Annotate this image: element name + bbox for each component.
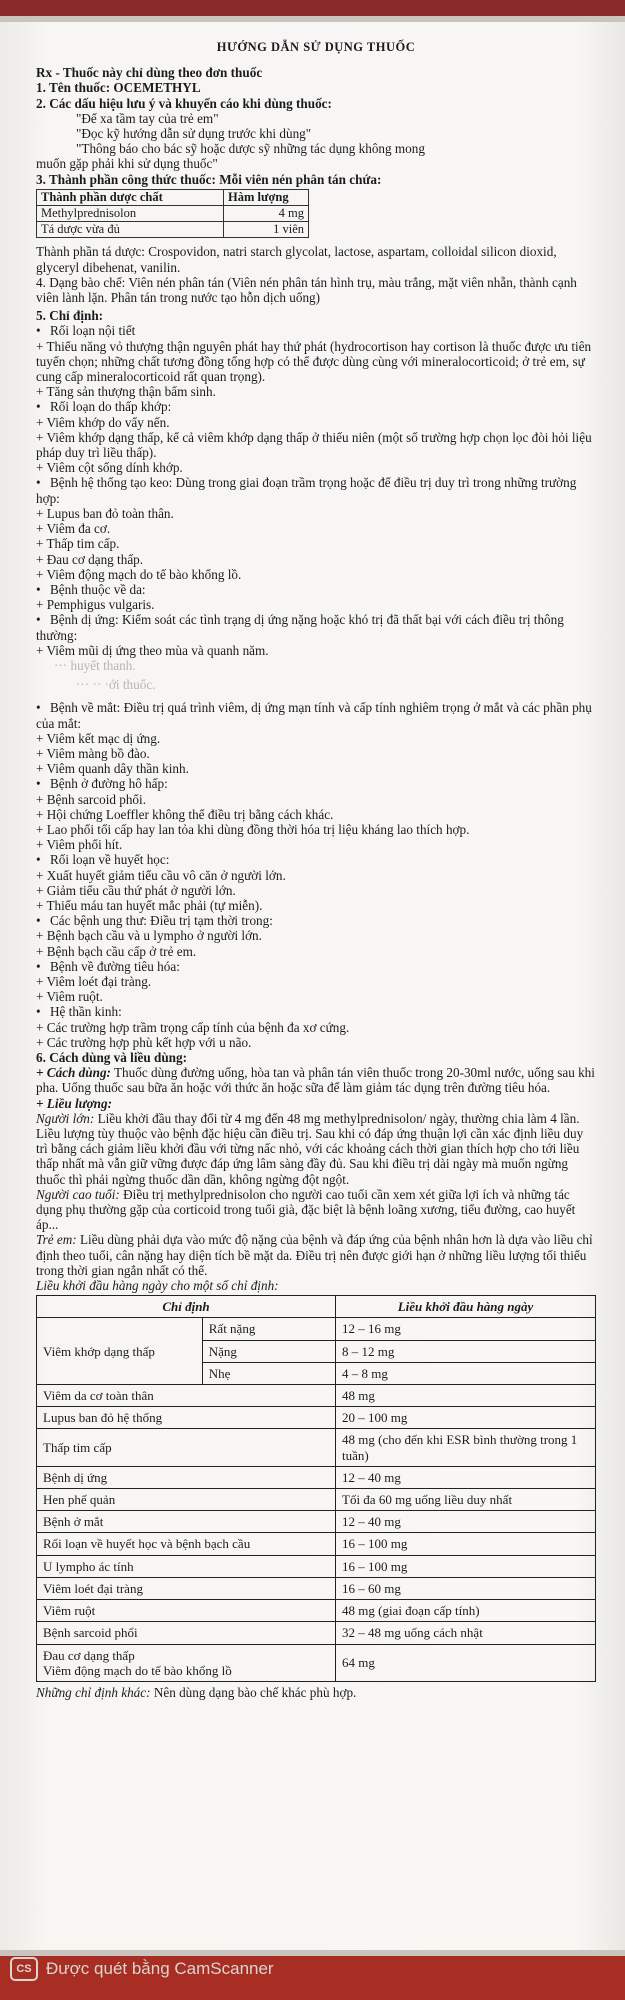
indication-item: + Viêm cột sống dính khớp. [36, 460, 183, 476]
adult-text: Liều khởi đầu thay đổi từ 4 mg đến 48 mg methylprednisolon/ ngày, thường chia làm 4 lần. Liều lượng tùy thuộc vào bệnh đặc hiệu cần điều trị. Sau khi có đáp ứng thuận lợi cần xác định liều duy trì bằng cách giảm liều khởi đầu với từng nấc nhỏ, với các khoảng cách thời gian thích hợp cho tới liều thấp nhất mà vẫn giữ vững được đáp ứng lâm sàng đầy đủ. Sau khi điều trị dài ngày mà muốn ngừng thuốc thì phải ngừng thuốc dần dần, không ngừng đột ngột. [36, 1110, 584, 1187]
other-indications-note [36, 1685, 596, 1700]
usage-paragraph [36, 1065, 596, 1095]
dose-row [37, 1385, 596, 1407]
indication-item: + Viêm đa cơ. [36, 521, 111, 537]
dose-cell-indication: Viêm loét đại tràng [37, 1577, 336, 1599]
rx-line: Rx - Thuốc này chỉ dùng theo đơn thuốc [36, 65, 263, 81]
elderly-text: Điều trị methylprednisolon cho người cao tuổi cần xem xét giữa lợi ích và những tác dụng phụ thường gặp của corticoid trong tuổi già, đặc biệt là bệnh loãng xương, tiểu đường, cao huyết áp... [36, 1186, 576, 1233]
children-label: Trẻ em: [36, 1232, 77, 1248]
indication-item: + Các trường hợp phù kết hợp với u não. [36, 1034, 252, 1050]
indication-item: + Giảm tiểu cầu thứ phát ở người lớn. [36, 882, 236, 898]
indication-item: + Tăng sản thượng thận bẩm sinh. [36, 384, 216, 400]
doc-title: HƯỚNG DẪN SỬ DỤNG THUỐC [216, 40, 416, 54]
indication-item: + Viêm phổi hít. [36, 837, 123, 853]
comp-cell: 1 viên [224, 222, 309, 238]
elderly-label: Người cao tuổi: [36, 1186, 120, 1202]
camscanner-logo: CS [10, 1957, 38, 1981]
warning-1: "Để xa tầm tay của trẻ em" [76, 110, 219, 126]
dose-cell-indication: Bệnh sarcoid phổi [37, 1622, 336, 1644]
dose-header-dose: Liều khởi đầu hàng ngày [336, 1296, 596, 1318]
dose-cell-dose: 12 – 40 mg [336, 1466, 596, 1488]
indication-group: • Các bệnh ung thư: Điều trị tạm thời trong: [36, 913, 596, 928]
dose-row [37, 1577, 596, 1599]
indication-item: + Thiểu năng vỏ thượng thận nguyên phát hay thứ phát (hydrocortison hay cortison là thuốc được ưu tiên tuyển chọn; những chất tương đồng tổng hợp có thể được dùng cùng với mineralocorticoid; ở trẻ em, sự cung cấp mineralocorticoid rất quan trọng). [36, 338, 592, 385]
dose-header-indication: Chỉ định [37, 1296, 336, 1318]
dose-row [37, 1622, 596, 1644]
dose-row [37, 1644, 596, 1681]
warning-3: "Thông báo cho bác sỹ hoặc dược sỹ những tác dụng không mong [76, 141, 425, 157]
indication-item: + Viêm quanh dây thần kinh. [36, 761, 189, 777]
indication-item: + Xuất huyết giảm tiểu cầu vô căn ở người lớn. [36, 867, 286, 883]
drug-name: 1. Tên thuốc: OCEMETHYL [36, 80, 201, 96]
obscured-line: ··· ·· ·ới thuốc. [76, 677, 156, 693]
comp-cell: Tá dược vừa đủ [37, 222, 224, 238]
dose-table-caption: Liều khởi đầu hàng ngày cho một số chỉ định: [36, 1278, 279, 1294]
dose-cell-severity: Nặng [202, 1340, 335, 1362]
dose-cell-indication: Bệnh dị ứng [37, 1466, 336, 1488]
dose-cell-indication: Viêm da cơ toàn thân [37, 1385, 336, 1407]
dose-row [37, 1600, 596, 1622]
dose-row [37, 1533, 596, 1555]
dose-row [37, 1555, 596, 1577]
indication-group: • Hệ thần kinh: [36, 1004, 596, 1019]
dose-cell-dose: 20 – 100 mg [336, 1407, 596, 1429]
indication-item: + Thiếu máu tan huyết mắc phải (tự miễn). [36, 897, 263, 913]
dose-row [37, 1466, 596, 1488]
top-edge [0, 0, 625, 22]
dosage-form: 4. Dạng bào chế: Viên nén phân tán (Viên nén phân tán hình trụ, màu trắng, mặt viên nhẵn, thành cạnh viên lành lặn. Phân tán trong nước tạo hỗn dịch uống) [36, 274, 577, 306]
usage-heading: 6. Cách dùng và liều dùng: [36, 1050, 187, 1065]
indication-group: • Bệnh về mắt: Điều trị quá trình viêm, dị ứng mạn tính và cấp tính nghiêm trọng ở mắt và các phần phụ của mắt: [36, 700, 596, 730]
dose-cell-indication: Viêm khớp dạng thấp [37, 1318, 203, 1385]
dose-cell-dose: 48 mg (cho đến khi ESR bình thường trong 1 tuần) [336, 1429, 596, 1466]
usage-text: Thuốc dùng đường uống, hòa tan và phân tán viên thuốc trong 20-30ml nước, uống sau khi pha. Uống thuốc sau bữa ăn hoặc với thức ăn hoặc sữa để làm giảm tác dụng trên đường tiêu hóa. [36, 1065, 595, 1096]
dose-table [36, 1295, 596, 1682]
dose-cell-indication: Thấp tim cấp [37, 1429, 336, 1466]
other-indications-text: Nên dùng dạng bào chế khác phù hợp. [153, 1684, 357, 1700]
indication-item: + Viêm ruột. [36, 989, 103, 1005]
dose-cell-indication: Đau cơ dạng thấp Viêm động mạch do tế bào khổng lồ [37, 1644, 336, 1681]
indication-item: + Viêm loét đại tràng. [36, 973, 152, 989]
dose-row [37, 1511, 596, 1533]
dose-cell-indication: Hen phế quản [37, 1489, 336, 1511]
dose-row [37, 1407, 596, 1429]
indication-group: • Bệnh dị ứng: Kiểm soát các tình trạng dị ứng nặng hoặc khó trị đã thất bại với cách điều trị thông thường: [36, 612, 596, 642]
comp-cell: Methylprednisolon [37, 206, 224, 222]
dose-cell-dose: 12 – 16 mg [336, 1318, 596, 1340]
dose-cell-dose: Tối đa 60 mg uống liều duy nhất [336, 1489, 596, 1511]
indication-item: + Các trường hợp trầm trọng cấp tính của bệnh đa xơ cứng. [36, 1019, 350, 1035]
indications-heading: 5. Chỉ định: [36, 308, 104, 324]
comp-cell: 4 mg [224, 206, 309, 222]
obscured-line: ··· huyết thanh. [54, 657, 136, 673]
dosage-label: + Liều lượng: [36, 1095, 112, 1111]
usage-label: + Cách dùng: [36, 1065, 111, 1081]
comp-header-amount: Hàm lượng [224, 189, 309, 205]
excipients: Thành phần tá dược: Crospovidon, natri starch glycolat, lactose, aspartam, colloidal silicon dioxid, glyceryl dibehenat, vanilin. [36, 244, 557, 275]
indication-item: + Viêm màng bồ đào. [36, 745, 150, 761]
indication-item: + Lao phổi tối cấp hay lan tỏa khi dùng đồng thời hóa trị liệu kháng lao thích hợp. [36, 821, 470, 837]
indication-item: + Viêm kết mạc dị ứng. [36, 730, 161, 746]
indication-group: • Bệnh ở đường hô hấp: [36, 776, 596, 791]
dose-cell-severity: Rất nặng [202, 1318, 335, 1340]
indication-item: + Lupus ban đỏ toàn thân. [36, 505, 174, 521]
warnings-heading: 2. Các dấu hiệu lưu ý và khuyến cáo khi dùng thuốc: [36, 95, 332, 111]
dose-rows [37, 1385, 596, 1682]
indication-item: + Thấp tim cấp. [36, 536, 120, 552]
adult-paragraph [36, 1111, 596, 1187]
dose-cell-dose: 32 – 48 mg uống cách nhật [336, 1622, 596, 1644]
indication-group: • Rối loạn do thấp khớp: [36, 399, 596, 414]
indication-group: • Rối loạn về huyết học: [36, 852, 596, 867]
dose-cell-indication: Lupus ban đỏ hệ thống [37, 1407, 336, 1429]
dose-cell-dose: 16 – 100 mg [336, 1533, 596, 1555]
dose-cell-severity: Nhẹ [202, 1362, 335, 1384]
composition-heading: 3. Thành phần công thức thuốc: Mỗi viên nén phân tán chứa: [36, 171, 382, 187]
indication-item: + Hội chứng Loeffler không thể điều trị bằng cách khác. [36, 806, 334, 822]
leaflet [36, 40, 596, 1700]
comp-header-ingredient: Thành phần dược chất [37, 189, 224, 205]
indication-item: + Đau cơ dạng thấp. [36, 551, 144, 567]
dose-cell-dose: 48 mg (giai đoạn cấp tính) [336, 1600, 596, 1622]
dose-cell-indication: Bệnh ở mắt [37, 1511, 336, 1533]
dose-cell-dose: 8 – 12 mg [336, 1340, 596, 1362]
dose-cell-dose: 12 – 40 mg [336, 1511, 596, 1533]
dose-cell-dose: 64 mg [336, 1644, 596, 1681]
composition-table [36, 189, 309, 239]
warning-2: "Đọc kỹ hướng dẫn sử dụng trước khi dùng" [76, 126, 312, 142]
adult-label: Người lớn: [36, 1110, 95, 1126]
indication-group: • Bệnh về đường tiêu hóa: [36, 959, 596, 974]
dose-cell-indication: Viêm ruột [37, 1600, 336, 1622]
indication-item: + Pemphigus vulgaris. [36, 597, 155, 613]
dose-cell-dose: 48 mg [336, 1385, 596, 1407]
warning-3-cont: muốn gặp phải khi sử dụng thuốc" [36, 156, 218, 172]
dose-cell-dose: 16 – 100 mg [336, 1555, 596, 1577]
dose-cell-dose: 16 – 60 mg [336, 1577, 596, 1599]
indication-item: + Viêm khớp do vẩy nến. [36, 414, 170, 430]
indication-group: • Rối loạn nội tiết [36, 323, 596, 338]
dose-row [37, 1429, 596, 1466]
dose-cell-dose: 4 – 8 mg [336, 1362, 596, 1384]
indication-item: + Bệnh bạch cầu cấp ở trẻ em. [36, 943, 197, 959]
dose-row [37, 1489, 596, 1511]
children-text: Liều dùng phải dựa vào mức độ nặng của bệnh và đáp ứng của bệnh nhân hơn là dựa vào liều chỉ định theo tuổi, cân nặng hay diện tích bề mặt da. Điều trị nên được giới hạn ở những liều lượng tối thiểu trong thời gian ngắn nhất có thể. [36, 1232, 593, 1278]
other-indications-label: Những chỉ định khác: [36, 1684, 151, 1700]
indication-item: + Viêm mũi dị ứng theo mùa và quanh năm. [36, 642, 269, 658]
indication-item: + Bệnh sarcoid phổi. [36, 791, 146, 807]
dose-cell-indication: U lympho ác tính [37, 1555, 336, 1577]
indication-item: + Bệnh bạch cầu và u lympho ở người lớn. [36, 928, 262, 944]
camscanner-watermark [10, 1957, 274, 1981]
dose-cell-indication: Rối loạn về huyết học và bệnh bạch cầu [37, 1533, 336, 1555]
indication-group: • Bệnh thuộc về da: [36, 582, 596, 597]
camscanner-text: Được quét bằng CamScanner [46, 1959, 274, 1978]
indication-group: • Bệnh hệ thống tạo keo: Dùng trong giai đoạn trầm trọng hoặc để điều trị duy trì trong những trường hợp: [36, 475, 596, 505]
indication-item: + Viêm khớp dạng thấp, kể cả viêm khớp dạng thấp ở thiếu niên (một số trường hợp chọn lọc đòi hỏi liệu pháp duy trì liều thấp). [36, 429, 592, 461]
elderly-paragraph [36, 1187, 596, 1233]
indication-item: + Viêm động mạch do tế bào khổng lồ. [36, 566, 242, 582]
children-paragraph [36, 1232, 596, 1278]
